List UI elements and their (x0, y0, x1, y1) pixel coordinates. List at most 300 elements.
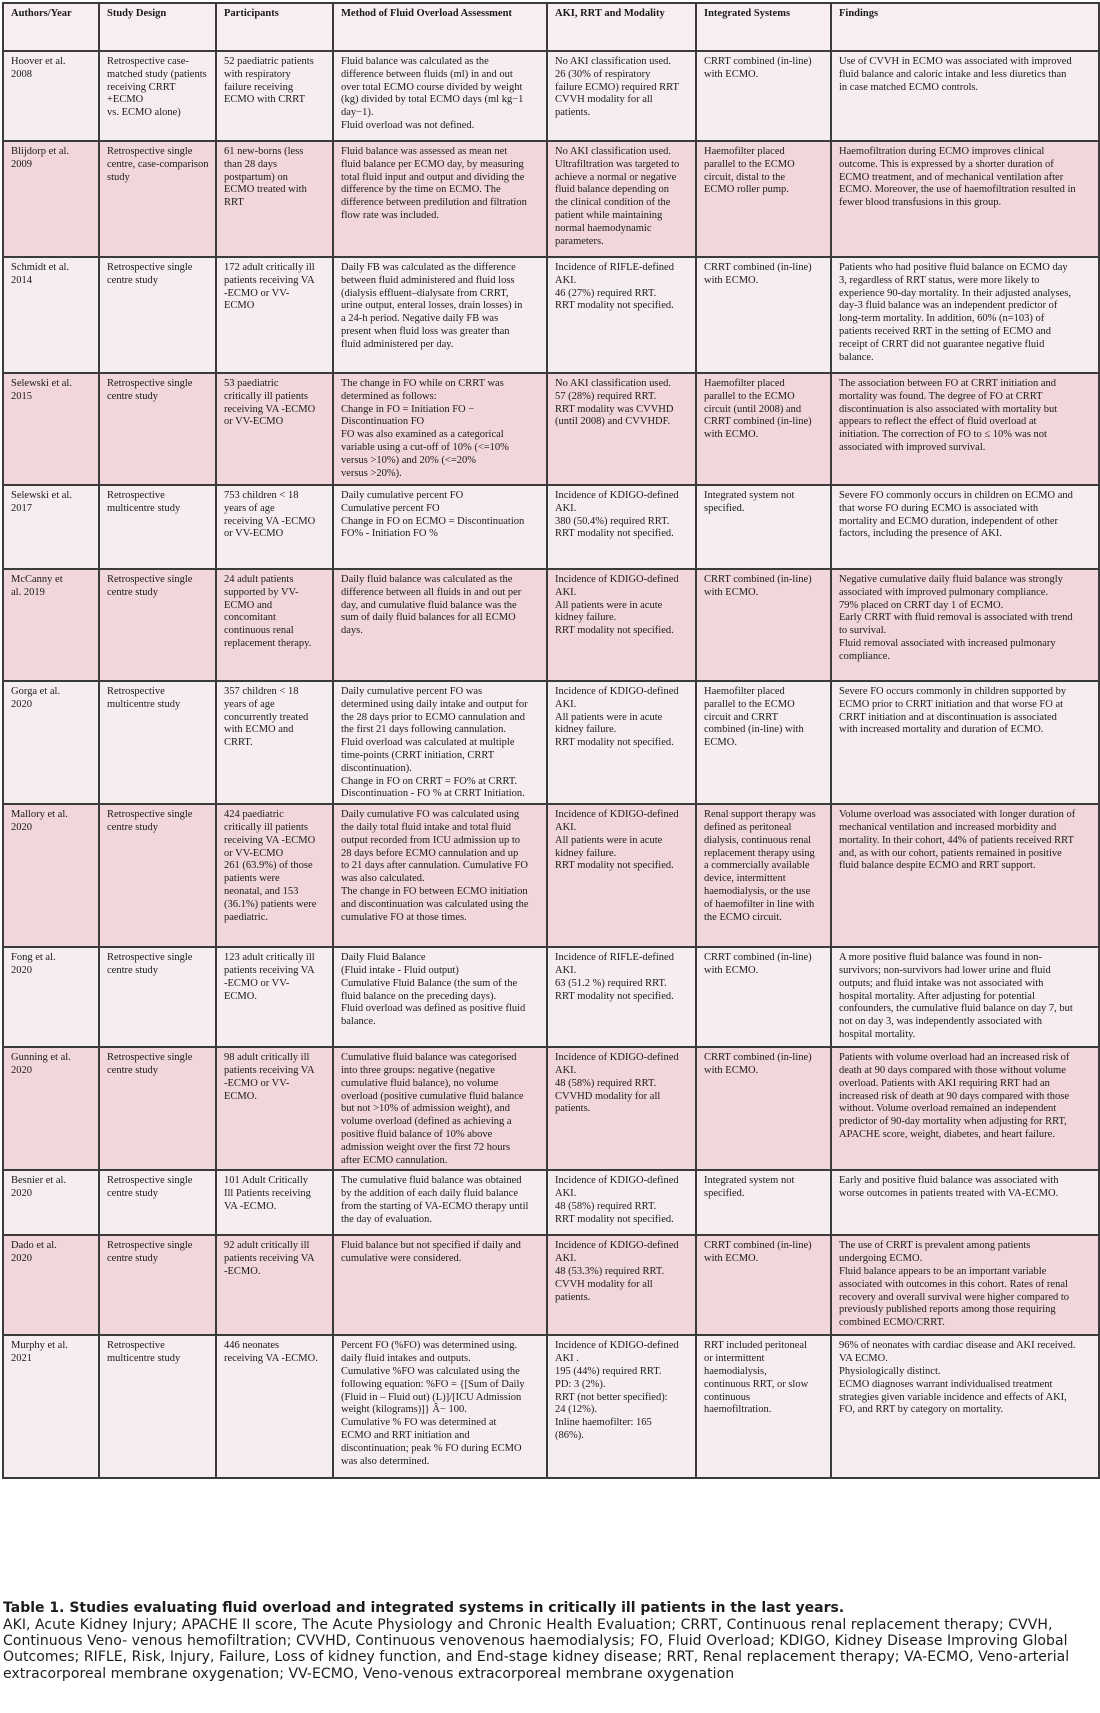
findings-cell (831, 947, 1099, 1047)
cell-line: 96% of neonates with cardiac disease and AKI received. (839, 1340, 1076, 1352)
cell-line: that worse FO during ECMO is associated with (839, 502, 1039, 514)
cell-line: days. (341, 625, 363, 637)
integrated-systems-cell (696, 681, 831, 804)
method-cell (333, 1047, 547, 1170)
cell-line: Incidence of KDIGO-defined (555, 1052, 679, 1064)
cell-line: worse outcomes in patients treated with VA-ECMO. (839, 1188, 1059, 1200)
cell-line: normal haemodynamic (555, 222, 652, 234)
cell-line: predictor of 90-day mortality when adjusting for RRT, (839, 1116, 1067, 1128)
cell-line: fluid administered per day. (341, 338, 454, 350)
cell-line: 380 (50.4%) required RRT. (555, 515, 670, 527)
cell-line: 48 (58%) required RRT. (555, 1200, 657, 1212)
cell-line: ECMO and RRT initiation and (341, 1429, 470, 1441)
cell-line: a commercially available (704, 860, 810, 872)
cell-line: Retrospective single (107, 378, 193, 389)
findings-cell (831, 1335, 1099, 1478)
study-design-cell (99, 373, 216, 485)
cell-line: or VV-ECMO (224, 528, 284, 540)
cell-line: Change in FO on ECMO = Discontinuation (341, 515, 525, 527)
study-design-cell (99, 569, 216, 681)
cell-line: 79% placed on CRRT day 1 of ECMO. (839, 599, 1004, 611)
cell-line: with ECMO. (704, 964, 759, 976)
cell-line: 2014 (11, 274, 32, 286)
cell-line: AKI. (555, 586, 577, 598)
cell-line: from the starting of VA-ECMO therapy until (341, 1200, 529, 1212)
cell-line: Percent FO (%FO) was determined using. (341, 1340, 518, 1352)
table-row (3, 681, 1099, 804)
cell-line: CRRT combined (in-line) (704, 416, 812, 428)
cell-line: and, as with our cohort, patients remained in positive (839, 847, 1062, 859)
cell-line: -ECMO. (224, 1265, 261, 1277)
participants-cell (216, 257, 333, 373)
table-row (3, 51, 1099, 141)
findings-cell (831, 1235, 1099, 1335)
cell-line: undergoing ECMO. (839, 1253, 923, 1265)
cell-line: 2020 (11, 698, 32, 710)
cell-line: Haemofilter placed (704, 686, 785, 697)
cell-line: initiation. The correction of FO to ≤ 10% was not (839, 429, 1047, 441)
cell-line: fluid balance on the preceding days). (341, 990, 497, 1002)
cell-line: CRRT combined (in-line) (704, 1240, 812, 1252)
table-row (3, 947, 1099, 1047)
cell-line: McCanny et (11, 574, 63, 585)
cell-line: concurrently treated (224, 711, 309, 723)
table-row (3, 373, 1099, 485)
cell-line: 2020 (11, 1253, 32, 1265)
cell-line: (Fluid in – Fluid out) (L)]/[ICU Admission (341, 1391, 522, 1403)
cell-line: AKI. (555, 1253, 577, 1265)
cell-line: RRT modality not specified. (555, 528, 674, 540)
column-header: Participants (216, 3, 333, 51)
cell-line: Use of CVVH in ECMO was associated with improved (839, 56, 1072, 67)
cell-line: haemodialysis, or the use (704, 885, 811, 897)
integrated-systems-cell (696, 947, 831, 1047)
method-cell (333, 1235, 547, 1335)
cell-line: weight (kilograms)]} Â− 100. (341, 1404, 467, 1416)
cell-line: urine output, enteral losses, drain losses) in (341, 300, 523, 312)
study-design-cell (99, 51, 216, 141)
participants-cell (216, 569, 333, 681)
cell-line: with ECMO. (704, 68, 759, 80)
cell-line: Cumulative fluid balance was categorised (341, 1052, 517, 1064)
cell-line: with ECMO. (704, 1064, 759, 1076)
cell-line: ECMO prior to CRRT initiation and that worse FO at (839, 698, 1064, 710)
cell-line: Negative cumulative daily fluid balance was strongly (839, 574, 1063, 585)
cell-line: fluid balance per ECMO day, by measuring (341, 158, 524, 170)
cell-line: Fluid removal associated with increased pulmonary (839, 637, 1056, 649)
cell-line: 172 adult critically ill (224, 262, 315, 273)
cell-line: 53 paediatric (224, 378, 279, 389)
cell-line: Discontinuation - FO % at CRRT Initiation. (341, 788, 525, 800)
cell-line: neonatal, and 153 (224, 885, 299, 897)
findings-cell (831, 141, 1099, 257)
cell-line: circuit and CRRT (704, 711, 779, 723)
cell-line: present when fluid loss was greater than (341, 325, 510, 337)
cell-line: continuous renal (224, 625, 294, 637)
method-cell (333, 257, 547, 373)
integrated-systems-cell (696, 569, 831, 681)
cell-line: Fluid balance was calculated as the (341, 56, 489, 67)
cell-line: replacement therapy using (704, 847, 815, 859)
cell-line: kidney failure. (555, 612, 617, 624)
cell-line: day-3 fluid balance was an independent predictor of (839, 300, 1058, 312)
cell-line: 424 paediatric (224, 809, 284, 821)
study-design-cell (99, 947, 216, 1047)
cell-line: FO was also examined as a categorical (341, 429, 504, 441)
cell-line: patients receiving VA (224, 964, 315, 976)
cell-line: Early and positive fluid balance was associated with (839, 1175, 1059, 1187)
cell-line: parallel to the ECMO (704, 698, 795, 710)
aki-rrt-cell (547, 1047, 696, 1170)
cell-line: Integrated system not (704, 490, 795, 501)
participants-cell (216, 1235, 333, 1335)
cell-line: hospital mortality. After adjusting for potential (839, 990, 1035, 1002)
cell-line: receiving VA -ECMO (224, 403, 316, 415)
cell-line: All patients were in acute (555, 711, 663, 723)
participants-cell (216, 373, 333, 485)
method-cell (333, 1335, 547, 1478)
cell-line: Discontinuation FO (341, 416, 425, 428)
cell-line: Retrospective (107, 490, 165, 501)
cell-line: centre study (107, 390, 159, 402)
table-row (3, 1335, 1099, 1478)
cell-line: long-term mortality. In addition, 60% (n=103) of (839, 313, 1045, 325)
cell-line: 195 (44%) required RRT. (555, 1365, 662, 1377)
table-row (3, 1170, 1099, 1235)
integrated-systems-cell (696, 1235, 831, 1335)
cell-line: with respiratory (224, 68, 291, 80)
cell-line: the first 21 days following cannulation. (341, 724, 507, 736)
author-year-cell (3, 804, 99, 947)
cell-line: Fong et al. (11, 952, 56, 964)
cell-line: the day of evaluation. (341, 1213, 432, 1225)
cell-line: CVVH modality for all (555, 1278, 653, 1290)
cell-line: 446 neonates (224, 1340, 280, 1352)
cell-line: 2020 (11, 1064, 32, 1076)
cell-line: RRT modality not specified. (555, 1213, 674, 1225)
cell-line: appears to reflect the effect of fluid overload at (839, 416, 1037, 428)
cell-line: the daily total fluid intake and total fluid (341, 821, 511, 833)
aki-rrt-cell (547, 947, 696, 1047)
cell-line: parallel to the ECMO (704, 158, 795, 170)
cell-line: Dado et al. (11, 1240, 57, 1252)
cell-line: patients receiving VA (224, 1064, 315, 1076)
cell-line: haemofiltration. (704, 1404, 772, 1416)
cell-line: Retrospective single (107, 262, 193, 273)
study-design-cell (99, 1335, 216, 1478)
cell-line: but not >10% of admission weight), and (341, 1103, 510, 1115)
cell-line: receiving VA -ECMO (224, 515, 316, 527)
cell-line: concomitant (224, 612, 276, 624)
cell-line: No AKI classification used. (555, 56, 672, 67)
cell-line: overload (positive cumulative fluid balance (341, 1090, 524, 1102)
cell-line: Mallory et al. (11, 809, 68, 821)
cell-line: patients were (224, 873, 280, 885)
table-row (3, 804, 1099, 947)
aki-rrt-cell (547, 257, 696, 373)
study-design-cell (99, 1047, 216, 1170)
author-year-cell (3, 485, 99, 569)
findings-cell (831, 373, 1099, 485)
table-body (3, 51, 1099, 1478)
cell-line: Incidence of KDIGO-defined (555, 686, 679, 697)
cell-line: (Fluid intake - Fluid output) (341, 964, 459, 976)
cell-line: Gunning et al. (11, 1052, 71, 1064)
cell-line: ECMO (224, 300, 255, 312)
cell-line: Haemofiltration during ECMO improves clinical (839, 146, 1045, 157)
cell-line: years of age (224, 502, 275, 514)
cell-line: Integrated system not (704, 1175, 795, 1187)
method-cell (333, 485, 547, 569)
cell-line: associated with outcomes in this cohort. Rates of renal (839, 1278, 1068, 1290)
cell-line: CRRT combined (in-line) (704, 574, 812, 585)
participants-cell (216, 947, 333, 1047)
integrated-systems-cell (696, 1170, 831, 1235)
aki-rrt-cell (547, 569, 696, 681)
method-cell (333, 141, 547, 257)
cell-line: increased risk of death at 90 days compared with those (839, 1090, 1070, 1102)
cell-line: 2020 (11, 964, 32, 976)
cell-line: The change in FO while on CRRT was (341, 378, 504, 389)
cell-line: 3, regardless of RRT status, were more likely to (839, 274, 1040, 286)
cell-line: or VV-ECMO (224, 847, 284, 859)
cell-line: 63 (51.2 %) required RRT. (555, 977, 667, 989)
cell-line: AKI. (555, 502, 577, 514)
cell-line: The cumulative fluid balance was obtained (341, 1175, 522, 1187)
study-design-cell (99, 681, 216, 804)
cell-line: 357 children < 18 (224, 686, 299, 697)
cell-line: centre, case-comparison (107, 158, 209, 170)
cell-line: Daily FB was calculated as the difference (341, 262, 516, 273)
cell-line: volume overload (defined as achieving a (341, 1116, 512, 1128)
cell-line: vs. ECMO alone) (107, 107, 181, 119)
participants-cell (216, 1335, 333, 1478)
author-year-cell (3, 257, 99, 373)
column-header: Study Design (99, 3, 216, 51)
cell-line: RRT included peritoneal (704, 1340, 807, 1352)
author-year-cell (3, 51, 99, 141)
method-cell (333, 1170, 547, 1235)
cell-line: patients. (555, 107, 591, 119)
findings-cell (831, 681, 1099, 804)
cell-line: Ill Patients receiving (224, 1188, 311, 1200)
cell-line: Fluid overload was defined as positive fluid (341, 1003, 526, 1015)
cell-line: parallel to the ECMO (704, 390, 795, 402)
method-cell (333, 681, 547, 804)
cell-line: following equation: %FO = {[Sum of Daily (341, 1378, 525, 1390)
cell-line: -ECMO or VV- (224, 1077, 290, 1089)
cell-line: Physiologically distinct. (839, 1365, 941, 1377)
integrated-systems-cell (696, 1335, 831, 1478)
cell-line: Haemofilter placed (704, 146, 785, 157)
cell-line: ECMO and (224, 599, 273, 611)
findings-cell (831, 51, 1099, 141)
cell-line: 48 (53.3%) required RRT. (555, 1265, 665, 1277)
cell-line: to 21 days after cannulation. Cumulative FO (341, 860, 528, 872)
cell-line: balance. (341, 1016, 376, 1028)
cell-line: AKI . (555, 1353, 579, 1365)
table-row (3, 485, 1099, 569)
cell-line: mortality was found. The degree of FO at CRRT (839, 390, 1043, 402)
cell-line: Patients with volume overload had an increased risk of (839, 1052, 1070, 1064)
cell-line: versus >20%). (341, 467, 402, 479)
cell-line: Ultrafiltration was targeted to (555, 158, 680, 170)
cell-line: VA ECMO. (839, 1353, 888, 1365)
cell-line: PD: 3 (2%). (555, 1378, 606, 1390)
findings-cell (831, 485, 1099, 569)
author-year-cell (3, 373, 99, 485)
study-design-cell (99, 141, 216, 257)
cell-line: survivors; non-survivors had lower urine and fluid (839, 964, 1051, 976)
cell-line: Daily cumulative percent FO was (341, 686, 483, 697)
cell-line: recovery and overall survival were higher compared to (839, 1291, 1070, 1303)
cell-line: Retrospective (107, 686, 165, 697)
cell-line: determined using daily intake and output for (341, 698, 528, 710)
study-design-cell (99, 485, 216, 569)
cell-line: ECMO. (224, 1090, 257, 1102)
cell-line: multicentre study (107, 1353, 181, 1365)
cell-line: daily fluid intakes and outputs. (341, 1353, 471, 1365)
cell-line: Retrospective single (107, 809, 193, 821)
cell-line: receipt of CRRT did not guarantee negative fluid (839, 338, 1045, 350)
integrated-systems-cell (696, 373, 831, 485)
findings-cell (831, 569, 1099, 681)
aki-rrt-cell (547, 51, 696, 141)
cell-line: the 28 days prior to ECMO cannulation and (341, 711, 526, 723)
cell-line: discontinuation; peak % FO during ECMO (341, 1442, 522, 1454)
cell-line: multicentre study (107, 502, 181, 514)
cell-line: AKI. (555, 964, 577, 976)
table-row (3, 1235, 1099, 1335)
column-header: Method of Fluid Overload Assessment (333, 3, 547, 51)
cell-line: Severe FO occurs commonly in children supported by (839, 686, 1067, 697)
cell-line: the clinical condition of the (555, 197, 671, 209)
cell-line: 28 days before ECMO cannulation and up (341, 847, 519, 859)
cell-line: with ECMO. (704, 429, 759, 441)
cell-line: fluid balance and caloric intake and less diuretics than (839, 68, 1067, 80)
cell-line: difference between predilution and filtration (341, 197, 527, 209)
method-cell (333, 373, 547, 485)
cell-line: 24 (12%). (555, 1404, 597, 1416)
cell-line: patient while maintaining (555, 209, 663, 221)
cell-line: Volume overload was associated with longer duration of (839, 809, 1076, 821)
table-row (3, 1047, 1099, 1170)
cell-line: Retrospective single (107, 146, 193, 157)
cell-line: specified. (704, 502, 745, 514)
cell-line: critically ill patients (224, 390, 308, 402)
author-year-cell (3, 1335, 99, 1478)
cell-line: into three groups: negative (negative (341, 1064, 495, 1076)
integrated-systems-cell (696, 141, 831, 257)
cell-line: time-points (CRRT initiation, CRRT (341, 749, 495, 761)
author-year-cell (3, 1170, 99, 1235)
cell-line: sum of daily fluid balances for all ECMO (341, 612, 516, 624)
cell-line: ECMO with CRRT (224, 94, 306, 106)
cell-line: matched study (patients (107, 68, 207, 80)
cell-line: was also calculated. (341, 873, 425, 885)
cell-line: cumulative were considered. (341, 1253, 462, 1265)
cell-line: Haemofilter placed (704, 378, 785, 389)
cell-line: 52 paediatric patients (224, 56, 314, 67)
cell-line: CRRT initiation and at discontinuation is associated (839, 711, 1057, 723)
cell-line: 92 adult critically ill (224, 1240, 310, 1252)
cell-line: to survival. (839, 625, 887, 637)
cell-line: patients. (555, 1103, 591, 1115)
cell-line: postpartum) on (224, 171, 288, 183)
cell-line: 98 adult critically ill (224, 1052, 310, 1064)
cell-line: Change in FO = Initiation FO − (341, 403, 475, 415)
participants-cell (216, 1047, 333, 1170)
study-design-cell (99, 1235, 216, 1335)
cell-line: AKI. (555, 1188, 577, 1200)
cell-line: 123 adult critically ill (224, 952, 315, 964)
cell-line: Incidence of KDIGO-defined (555, 490, 679, 501)
cell-line: RRT (not better specified): (555, 1391, 668, 1403)
column-header: Integrated Systems (696, 3, 831, 51)
cell-line: outcome. This is expressed by a shorter duration of (839, 158, 1054, 170)
cell-line: 2017 (11, 502, 32, 514)
cell-line: ECMO diagnoses warrant individualised treatment (839, 1378, 1053, 1390)
cell-line: associated with improved pulmonary compliance. (839, 586, 1049, 598)
cell-line: versus >10%) and 20% (<=20% (341, 454, 476, 466)
cell-line: Retrospective single (107, 1240, 193, 1252)
participants-cell (216, 1170, 333, 1235)
cell-line: patients. (555, 1291, 591, 1303)
cell-line: Fluid balance was assessed as mean net (341, 146, 508, 157)
cell-line: replacement therapy. (224, 637, 312, 649)
cell-line: 57 (28%) required RRT. (555, 390, 657, 402)
cell-line: with ECMO. (704, 274, 759, 286)
cell-line: device, intermittent (704, 873, 786, 885)
cell-line: in case matched ECMO controls. (839, 81, 979, 93)
cell-line: over total ECMO course divided by weight (341, 81, 523, 93)
cell-line: Retrospective (107, 1340, 165, 1352)
cell-line: failure ECMO) required RRT (555, 81, 679, 93)
cell-line: RRT modality was CVVHD (555, 403, 674, 415)
cell-line: balance. (839, 351, 874, 363)
integrated-systems-cell (696, 804, 831, 947)
cell-line: Inline haemofilter: 165 (555, 1417, 652, 1429)
cell-line: 2009 (11, 158, 32, 170)
cell-line: CRRT combined (in-line) (704, 56, 812, 67)
cell-line: (kg) divided by total ECMO days (ml kg−1 (341, 94, 524, 106)
cell-line: compliance. (839, 650, 891, 662)
cell-line: fluid balance depending on (555, 184, 670, 196)
cell-line: No AKI classification used. (555, 146, 672, 157)
author-year-cell (3, 1235, 99, 1335)
cell-line: multicentre study (107, 698, 181, 710)
cell-line: Retrospective single (107, 1175, 193, 1187)
cell-line: the ECMO circuit. (704, 911, 782, 923)
cell-line: 101 Adult Critically (224, 1175, 308, 1187)
studies-table-container (2, 2, 1098, 1479)
cell-line: with ECMO and (224, 724, 294, 736)
cell-line: All patients were in acute (555, 834, 663, 846)
cell-line: circuit (until 2008) and (704, 403, 802, 415)
caption-abbreviations: AKI, Acute Kidney Injury; APACHE II score, The Acute Physiology and Chronic Health Evaluation; CRRT, Continuous renal replacement therapy; CVVH, Continuous Veno- venous hemofiltration; CVVHD, Continuous venovenous haemodialysis; FO, Fluid Overload; KDIGO, Kidney Disease Improving Global Outcomes; RIFLE, Risk, Injury, Failure, Loss of kidney function, and End-stage kidney disease; RRT, Renal replacement therapy; VA-ECMO, Veno-arterial extracorporeal membrane oxygenation; VV-ECMO, Veno-venous extracorporeal membrane oxygenation (3, 1617, 1070, 1682)
cell-line: after ECMO cannulation. (341, 1154, 448, 1166)
participants-cell (216, 681, 333, 804)
cell-line: mechanical ventilation and increased morbidity and (839, 821, 1057, 833)
cell-line: parameters. (555, 235, 604, 247)
cell-line: Retrospective single (107, 574, 193, 585)
cell-line: CRRT combined (in-line) (704, 262, 812, 273)
cell-line: receiving CRRT +ECMO (107, 81, 176, 106)
column-header: Findings (831, 3, 1099, 51)
findings-cell (831, 804, 1099, 947)
cell-line: patients receiving VA (224, 274, 315, 286)
cell-line: 61 new-borns (less (224, 146, 304, 157)
